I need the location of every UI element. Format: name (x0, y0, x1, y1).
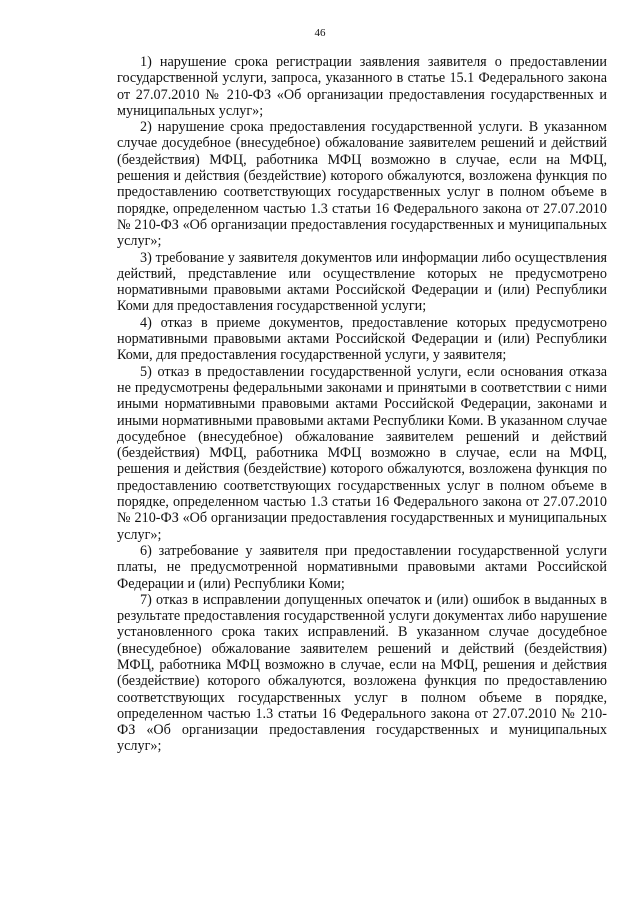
document-body (117, 54, 607, 755)
list-item-2: 2) нарушение срока предоставления государственной услуги. В указанном случае досудебное (внесудебное) обжалование заявителем решений и действий (бездействия) МФЦ, работника МФЦ возможно в случае, если на МФЦ, решения и действия (бездействие) которого обжалуются, возложена функция по предоставлению соответствующих государственных услуг в полном объеме в порядке, определенном частью 1.3 статьи 16 Федерального закона от 27.07.2010 № 210-ФЗ «Об организации предоставления государственных и муниципальных услуг»; (117, 119, 607, 250)
list-item-1: 1) нарушение срока регистрации заявления заявителя о предоставлении государственной услуги, запроса, указанного в статье 15.1 Федерального закона от 27.07.2010 № 210-ФЗ «Об организации предоставления государственных и муниципальных услуг»; (117, 54, 607, 119)
list-item-5: 5) отказ в предоставлении государственной услуги, если основания отказа не предусмотрены федеральными законами и принятыми в соответствии с ними иными нормативными правовыми актами Российской Федерации, законами и иными нормативными правовыми актами Республики Коми. В указанном случае досудебное (внесудебное) обжалование заявителем решений и действий (бездействия) МФЦ, работника МФЦ возможно в случае, если на МФЦ, решения и действия (бездействие) которого обжалуются, возложена функция по предоставлению соответствующих государственных услуг в полном объеме в порядке, определенном частью 1.3 статьи 16 Федерального закона от 27.07.2010 № 210-ФЗ «Об организации предоставления государственных и муниципальных услуг»; (117, 363, 607, 543)
list-item-7: 7) отказ в исправлении допущенных опечаток и (или) ошибок в выданных в результате предоставления государственной услуги документах либо нарушение установленного срока таких исправлений. В указанном случае досудебное (внесудебное) обжалование заявителем решений и действий (бездействия) МФЦ, работника МФЦ возможно в случае, если на МФЦ, решения и действия (бездействие) которого обжалуются, возложена функция по предоставлению соответствующих государственных услуг в полном объеме в порядке, определенном частью 1.3 статьи 16 Федерального закона от 27.07.2010 № 210-ФЗ «Об организации предоставления государственных и муниципальных услуг»; (117, 591, 607, 755)
list-item-6: 6) затребование у заявителя при предоставлении государственной услуги платы, не предусмотренной нормативными правовыми актами Российской Федерации и (или) Республики Коми; (117, 542, 607, 592)
list-item-3: 3) требование у заявителя документов или информации либо осуществления действий, представление или осуществление которых не предусмотрено нормативными правовыми актами Российской Федерации и (или) Республики Коми для предоставления государственной услуги; (117, 249, 607, 315)
page-number: 46 (314, 27, 326, 39)
list-item-4: 4) отказ в приеме документов, предоставление которых предусмотрено нормативными правовыми актами Российской Федерации и (или) Республики Коми, для предоставления государственной услуги, у заявителя; (117, 314, 607, 364)
